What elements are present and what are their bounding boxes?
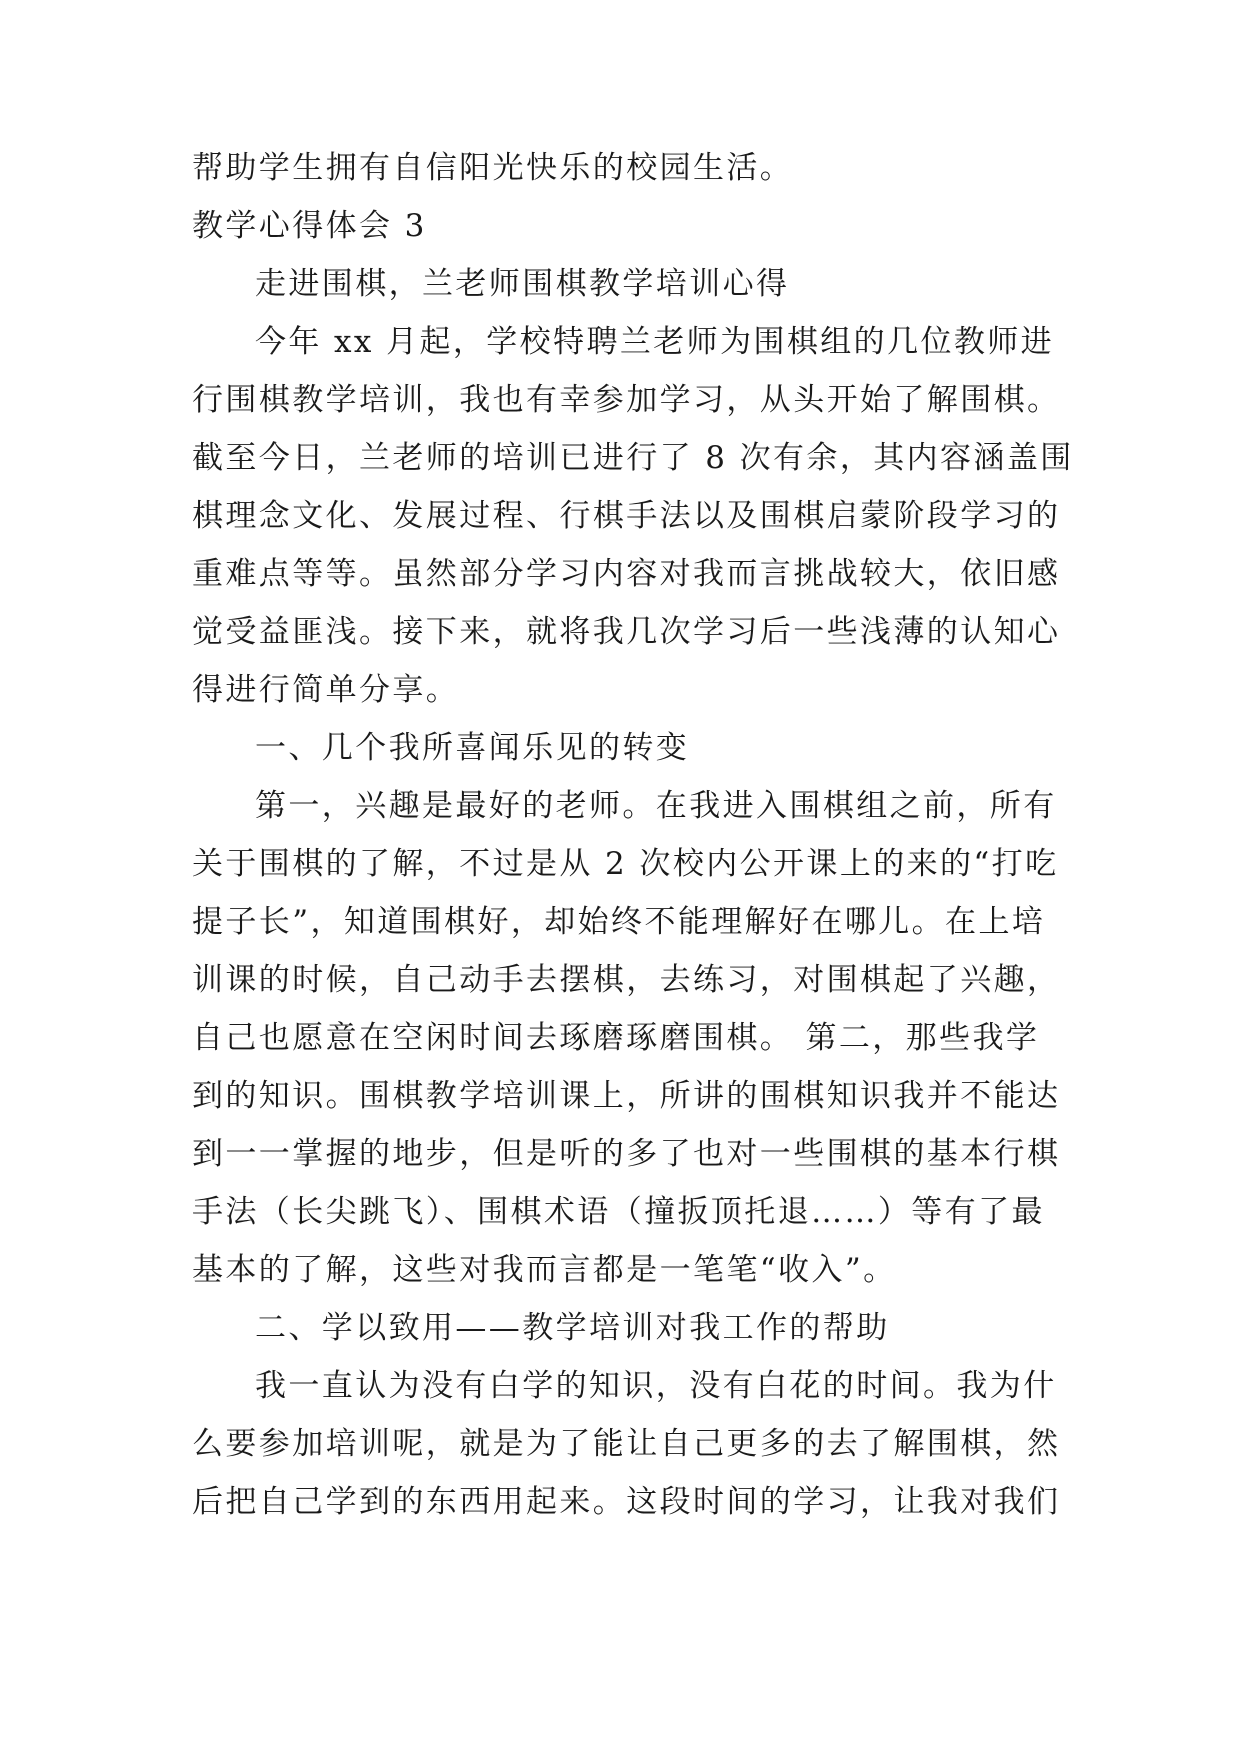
paragraph-line: 今年 xx 月起，学校特聘兰老师为围棋组的几位教师进 <box>255 324 1055 360</box>
paragraph-line: 手法（长尖跳飞）、围棋术语（撞扳顶托退……）等有了最 <box>192 1194 1045 1230</box>
paragraph-line: 训课的时候，自己动手去摆棋，去练习，对围棋起了兴趣， <box>192 962 1061 998</box>
paragraph-line: 到的知识。围棋教学培训课上，所讲的围棋知识我并不能达 <box>192 1078 1061 1114</box>
paragraph-line: 重难点等等。虽然部分学习内容对我而言挑战较大，依旧感 <box>192 556 1061 592</box>
paragraph-line: 到一一掌握的地步，但是听的多了也对一些围棋的基本行棋 <box>192 1136 1061 1172</box>
section-heading: 教学心得体会 3 <box>192 208 427 244</box>
paragraph-line: 棋理念文化、发展过程、行棋手法以及围棋启蒙阶段学习的 <box>192 498 1061 534</box>
paragraph-line: 行围棋教学培训，我也有幸参加学习，从头开始了解围棋。 <box>192 382 1061 418</box>
paragraph-line: 基本的了解，这些对我而言都是一笔笔“收入”。 <box>192 1252 897 1288</box>
article-title: 走进围棋，兰老师围棋教学培训心得 <box>255 266 790 302</box>
paragraph-line: 第一，兴趣是最好的老师。在我进入围棋组之前，所有 <box>255 788 1057 824</box>
paragraph-line: 帮助学生拥有自信阳光快乐的校园生活。 <box>192 150 794 186</box>
subsection-heading: 二、学以致用——教学培训对我工作的帮助 <box>255 1310 890 1346</box>
paragraph-line: 关于围棋的了解，不过是从 2 次校内公开课上的来的“打吃 <box>192 846 1059 882</box>
paragraph-line: 后把自己学到的东西用起来。这段时间的学习，让我对我们 <box>192 1484 1061 1520</box>
paragraph-line: 自己也愿意在空闲时间去琢磨琢磨围棋。 第二，那些我学 <box>192 1020 1040 1056</box>
paragraph-line: 觉受益匪浅。接下来，就将我几次学习后一些浅薄的认知心 <box>192 614 1061 650</box>
paragraph-line: 截至今日，兰老师的培训已进行了 8 次有余，其内容涵盖围 <box>192 440 1074 476</box>
paragraph-line: 我一直认为没有白学的知识，没有白花的时间。我为什 <box>255 1368 1057 1404</box>
paragraph-line: 提子长”，知道围棋好，却始终不能理解好在哪儿。在上培 <box>192 904 1046 940</box>
paragraph-line: 么要参加培训呢，就是为了能让自己更多的去了解围棋，然 <box>192 1426 1061 1462</box>
subsection-heading: 一、几个我所喜闻乐见的转变 <box>255 730 690 766</box>
paragraph-line: 得进行简单分享。 <box>192 672 460 708</box>
